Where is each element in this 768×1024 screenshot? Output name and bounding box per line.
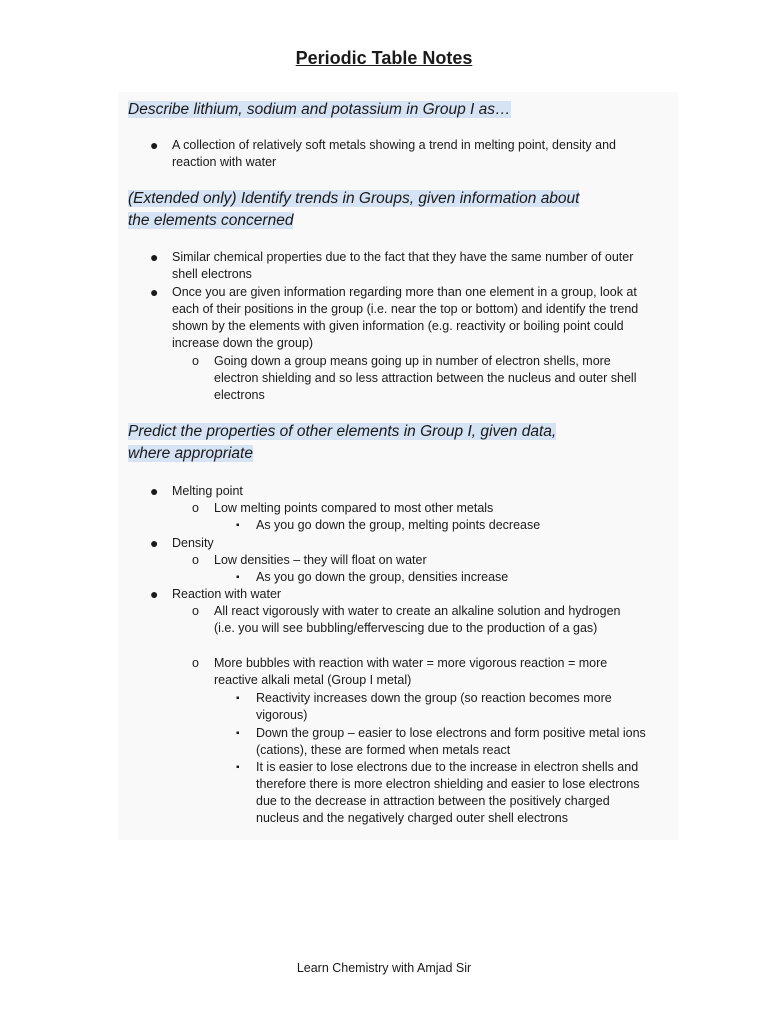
sub-sub-bullet-marker: ▪	[236, 693, 240, 704]
list-item: It is easier to lose electrons due to the increase in electron shells and therefore there is more electron shielding and easier to lose electrons due to the decrease in attraction between the positively charged nucleus and the negatively charged outer shell electrons	[256, 760, 640, 825]
list-item: Reaction with water	[172, 587, 282, 601]
bullet-marker: ●	[150, 586, 159, 602]
bullet-marker: ●	[150, 284, 159, 300]
list-item: All react vigorously with water to create an alkaline solution and hydrogen (i.e. you will see bubbling/effervescing due to the production of a gas)	[214, 604, 621, 635]
sub-sub-bullet-marker: ▪	[236, 572, 240, 583]
sub-sub-bullet-marker: ▪	[236, 520, 240, 531]
section-heading: Predict the properties of other elements in Group I, given data, where appropriate	[128, 423, 557, 462]
sub-sub-bullet-marker: ▪	[236, 728, 240, 739]
list-item: Similar chemical properties due to the fact that they have the same number of outer shell electrons	[172, 250, 634, 281]
sub-sub-bullet-marker: ▪	[236, 762, 240, 773]
list-item: Down the group – easier to lose electrons and form positive metal ions (cations), these are formed when metals react	[256, 726, 646, 757]
sub-bullet-marker: o	[192, 501, 199, 515]
bullet-marker: ●	[150, 137, 159, 153]
list-item: Going down a group means going up in number of electron shells, more electron shielding and so less attraction between the nucleus and outer shell electrons	[214, 354, 637, 402]
list-item: Low melting points compared to most other metals	[214, 501, 494, 515]
list-item: Reactivity increases down the group (so reaction becomes more vigorous)	[256, 691, 612, 722]
list-item: As you go down the group, densities increase	[256, 570, 509, 584]
list-item: Melting point	[172, 484, 243, 498]
list-item: Low densities – they will float on water	[214, 553, 427, 567]
list-item: Once you are given information regarding more than one element in a group, look at each of their positions in the group (i.e. near the top or bottom) and identify the trend shown by the elements with given information (e.g. reactivity or boiling point could increase down the group)	[172, 285, 639, 350]
page-title: Periodic Table Notes	[295, 48, 473, 68]
section-heading: (Extended only) Identify trends in Groups, given information about the elements concerned	[128, 190, 580, 229]
sub-bullet-marker: o	[192, 656, 199, 670]
footer-text: Learn Chemistry with Amjad Sir	[296, 961, 472, 975]
bullet-marker: ●	[150, 535, 159, 551]
bullet-marker: ●	[150, 483, 159, 499]
list-item: A collection of relatively soft metals showing a trend in melting point, density and reaction with water	[172, 138, 616, 169]
sub-bullet-marker: o	[192, 553, 199, 567]
section-heading: Describe lithium, sodium and potassium in Group I as…	[128, 101, 511, 118]
sub-bullet-marker: o	[192, 354, 199, 368]
list-item: More bubbles with reaction with water = more vigorous reaction = more reactive alkali metal (Group I metal)	[214, 656, 608, 687]
sub-bullet-marker: o	[192, 604, 199, 618]
list-item: Density	[172, 536, 214, 550]
list-item: As you go down the group, melting points decrease	[256, 518, 541, 532]
bullet-marker: ●	[150, 249, 159, 265]
